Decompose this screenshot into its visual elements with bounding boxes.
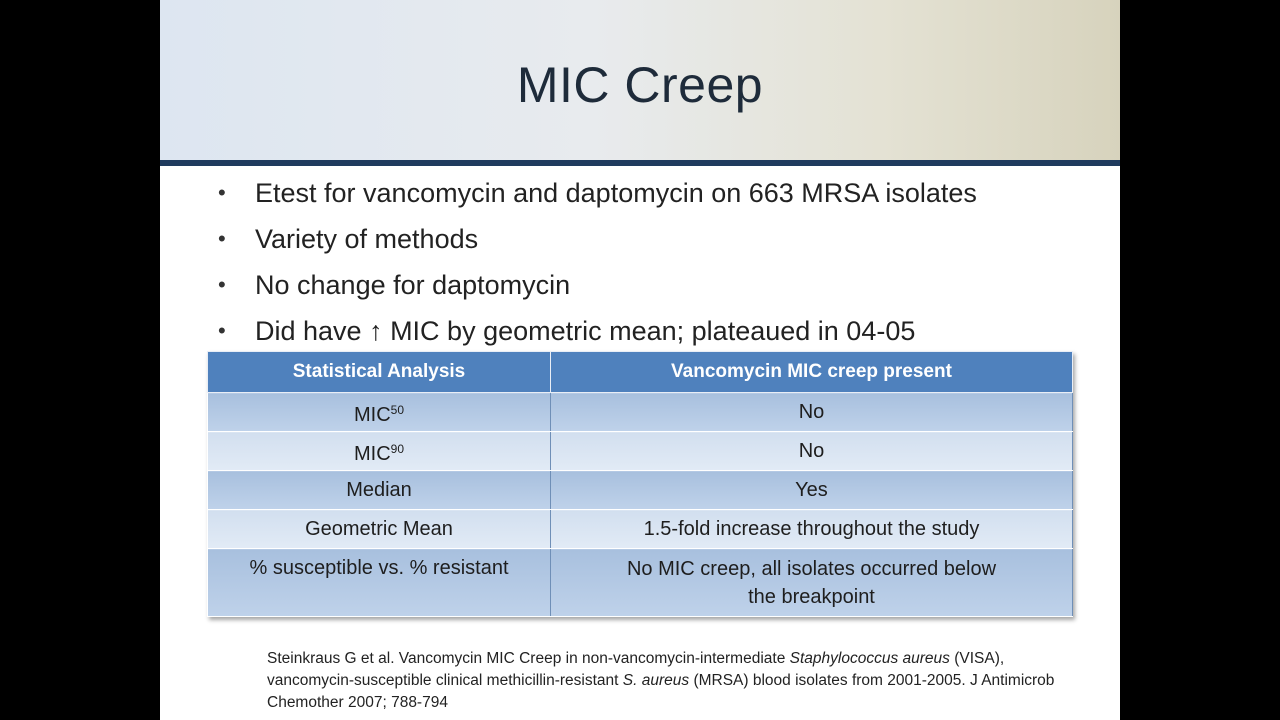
bullet-item (218, 216, 1098, 262)
row-value: No (551, 432, 1073, 471)
table-row (208, 393, 1073, 432)
bullet-icon: • (218, 272, 226, 297)
bullet-icon: • (218, 226, 226, 251)
table-header-row (208, 352, 1073, 393)
analysis-table (207, 351, 1073, 617)
table-row (208, 510, 1073, 549)
bullet-text: Did have ↑ MIC by geometric mean; plateaued in 04-05 (255, 316, 916, 346)
row-label: MIC$^{90}$ (208, 432, 551, 471)
row-label: % susceptible vs. % resistant (208, 549, 551, 617)
bullet-icon: • (218, 180, 226, 205)
table-row (208, 549, 1073, 617)
header-vancomycin-creep: Vancomycin MIC creep present (551, 352, 1073, 393)
slide (160, 0, 1120, 720)
title-divider (160, 160, 1120, 166)
row-value: No MIC creep, all isolates occurred below the breakpoint (551, 549, 1073, 617)
bullet-icon: • (218, 318, 226, 343)
row-label: Geometric Mean (208, 510, 551, 549)
bullet-text: No change for daptomycin (255, 270, 571, 300)
table-row (208, 432, 1073, 471)
bullet-list (218, 170, 1098, 354)
bullet-item (218, 262, 1098, 308)
row-label: MIC$^{50}$ (208, 393, 551, 432)
row-label: Median (208, 471, 551, 510)
subscript-number: 90 (390, 441, 405, 456)
row-value: No (551, 393, 1073, 432)
table-row (208, 471, 1073, 510)
header-statistical-analysis: Statistical Analysis (208, 352, 551, 393)
citation: Steinkraus G et al. Vancomycin MIC Creep in non-vancomycin-intermediate Staphylococcus aureus (VISA), vancomycin-susceptible clinical methicillin-resistant S. aureus (MRSA) blood isolates from 2001-2005. J Antimicrob Chemother 2007; 788-794 (267, 650, 1055, 711)
bullet-text: Etest for vancomycin and daptomycin on 663 MRSA isolates (255, 178, 977, 208)
slide-title: MIC Creep (516, 57, 764, 113)
bullet-item (218, 308, 1098, 354)
row-value: Yes (551, 471, 1073, 510)
subscript-number: 50 (390, 402, 405, 417)
bullet-item (218, 170, 1098, 216)
row-value: 1.5-fold increase throughout the study (551, 510, 1073, 549)
bullet-text: Variety of methods (255, 224, 479, 254)
